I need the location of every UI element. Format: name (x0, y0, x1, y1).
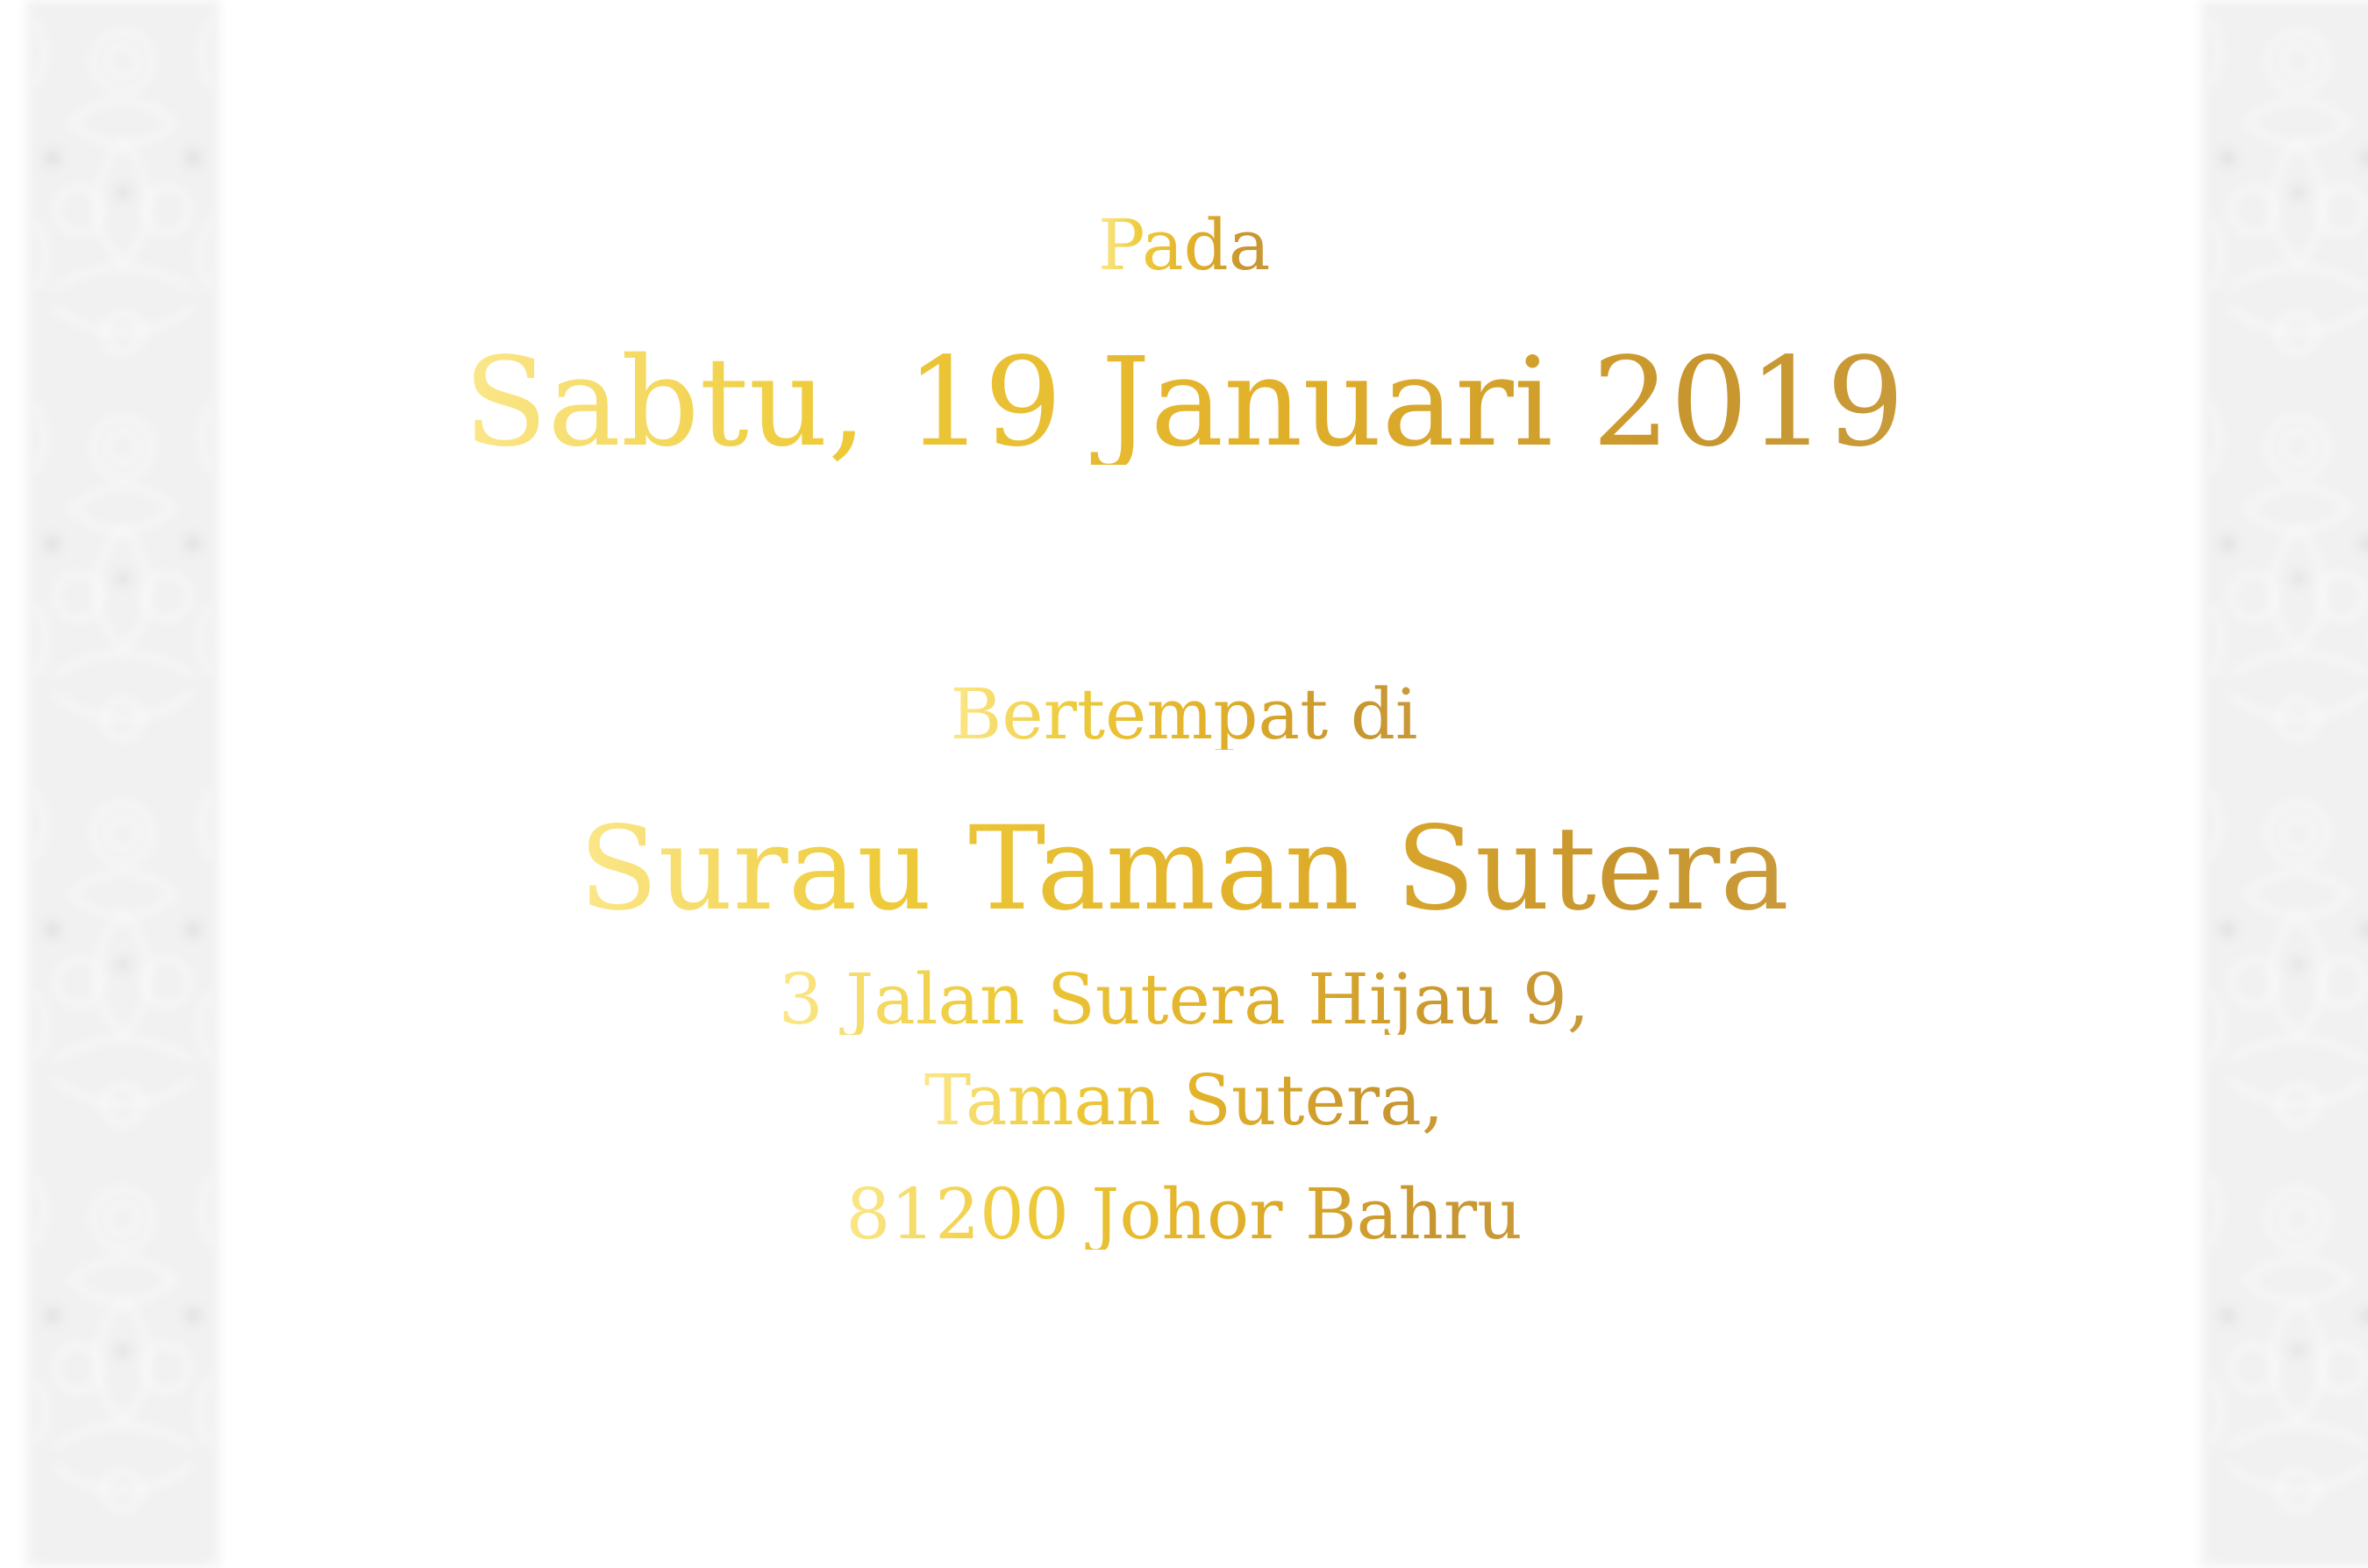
address-line-2: Taman Sutera, (924, 1059, 1444, 1141)
event-date: Sabtu, 19 Januari 2019 (463, 331, 1905, 474)
location-intro: Bertempat di (950, 674, 1418, 755)
location-intro-row (0, 674, 2368, 755)
intro-text: Pada (1097, 204, 1271, 286)
address-line-3: 81200 Johor Bahru (845, 1173, 1523, 1255)
address-line-2-row (0, 1059, 2368, 1141)
event-date-row (0, 331, 2368, 474)
venue-name-row (0, 802, 2368, 937)
address-line-3-row (0, 1173, 2368, 1255)
address-line-1-row (0, 959, 2368, 1040)
address-line-1: 3 Jalan Sutera Hijau 9, (778, 959, 1590, 1040)
venue-name: Surau Taman Sutera (579, 802, 1789, 937)
intro-text-row (0, 204, 2368, 286)
